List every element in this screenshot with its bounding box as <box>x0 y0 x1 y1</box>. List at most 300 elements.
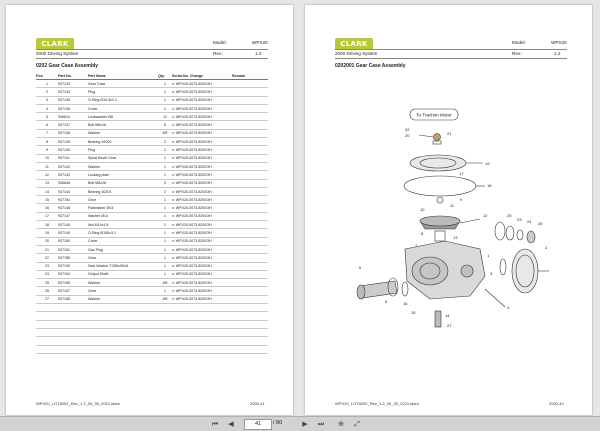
cell-part-name: Plug <box>88 146 158 154</box>
cell-part-name: Gear <box>88 196 158 204</box>
empty-cell <box>158 345 172 353</box>
cell-part-name: Plug <box>88 88 158 96</box>
empty-cell <box>88 312 158 320</box>
cell-remark <box>232 287 268 295</box>
cell-remark <box>232 171 268 179</box>
cell-part-name: O-Ring Ø150x3.1 <box>88 229 158 237</box>
cell-pos: 19 <box>36 229 58 237</box>
leader-line <box>460 219 480 223</box>
cell-remark <box>232 295 268 303</box>
cell-part-no: 937157 <box>58 287 88 295</box>
cell-serial: x: WPX20-0073-8292OH <box>172 254 232 262</box>
table-row <box>36 270 268 278</box>
cell-pos: 9 <box>36 146 58 154</box>
empty-cell <box>172 345 232 353</box>
clark-logo: CLARK <box>335 38 373 50</box>
table-row <box>36 196 268 204</box>
cell-serial: x: WPX20-0073-8292OH <box>172 279 232 287</box>
cell-qty: 3 <box>158 179 172 187</box>
empty-cell <box>158 312 172 320</box>
exploded-view-diagram <box>335 71 567 333</box>
table-row <box>36 104 268 112</box>
viewer-toolbar <box>0 416 600 431</box>
cell-qty: 1 <box>158 171 172 179</box>
callout-number: 15 <box>411 310 416 315</box>
cell-qty: 1 <box>158 204 172 212</box>
cell-qty: 1 <box>158 146 172 154</box>
seal-part <box>433 141 441 144</box>
cell-remark <box>232 221 268 229</box>
cell-qty: 6 <box>158 121 172 129</box>
cell-pos: 15 <box>36 196 58 204</box>
cell-part-no: 937139 <box>58 138 88 146</box>
table-header-row <box>36 72 268 80</box>
next-page-button[interactable] <box>300 419 310 429</box>
empty-table-row <box>36 328 268 336</box>
cell-part-name: Washer <box>88 162 158 170</box>
empty-cell <box>58 337 88 345</box>
cell-serial: x: WPX20-0073-8292OH <box>172 96 232 104</box>
cell-part-name: Gear <box>88 287 158 295</box>
page-total: / 80 <box>273 420 283 426</box>
empty-cell <box>232 304 268 312</box>
prev-page-icon: ◀ <box>228 420 234 428</box>
cell-qty: AR <box>158 129 172 137</box>
footer-page-number: 2000-42 <box>549 401 564 406</box>
table-row <box>36 237 268 245</box>
empty-cell <box>232 320 268 328</box>
cell-part-no: 937136 <box>58 104 88 112</box>
cell-part-no: 937140 <box>58 146 88 154</box>
cell-remark <box>232 138 268 146</box>
cell-pos: 26 <box>36 287 58 295</box>
washer-part <box>437 197 443 203</box>
cell-remark <box>232 262 268 270</box>
empty-table-row <box>36 345 268 353</box>
callout-number: 16 <box>403 301 408 306</box>
empty-cell <box>88 320 158 328</box>
cell-qty: 1 <box>158 270 172 278</box>
cell-pos: 13 <box>36 179 58 187</box>
cell-serial: x: WPX20-0073-8292OH <box>172 129 232 137</box>
empty-cell <box>58 328 88 336</box>
traction-motor-label: To Traction Motor <box>416 112 452 118</box>
bearing-part <box>435 231 445 241</box>
cell-qty: 1 <box>158 80 172 88</box>
cell-serial: x: WPX20-0073-8292OH <box>172 113 232 121</box>
empty-cell <box>58 320 88 328</box>
col-serial: Serial-No. Change <box>172 72 232 80</box>
cell-qty: 1 <box>158 88 172 96</box>
page-number-input[interactable]: 41 <box>244 419 272 430</box>
nut-part <box>517 230 523 240</box>
cell-qty: 1 <box>158 96 172 104</box>
empty-cell <box>232 312 268 320</box>
table-row <box>36 162 268 170</box>
cell-part-name: Lockwasher Ø6 <box>88 113 158 121</box>
empty-cell <box>158 320 172 328</box>
callout-number: 7 <box>415 243 418 248</box>
empty-cell <box>172 304 232 312</box>
cell-part-name: Gear <box>88 254 158 262</box>
cell-part-name: Gear Case <box>88 80 158 88</box>
empty-table-row <box>36 304 268 312</box>
cell-serial: x: WPX20-0073-8292OH <box>172 262 232 270</box>
cell-part-no: 937155 <box>58 279 88 287</box>
right-page <box>305 5 592 415</box>
table-row <box>36 138 268 146</box>
cell-pos: 4 <box>36 104 58 112</box>
cell-qty: AR <box>158 279 172 287</box>
cell-serial: x: WPX20-0073-8292OH <box>172 154 232 162</box>
cell-remark <box>232 88 268 96</box>
cell-serial: x: WPX20-0073-8292OH <box>172 221 232 229</box>
cell-remark <box>232 162 268 170</box>
cell-part-no: 937137 <box>58 121 88 129</box>
cell-serial: x: WPX20-0073-8292OH <box>172 237 232 245</box>
cell-serial: x: WPX20-0073-8292OH <box>172 138 232 146</box>
table-row <box>36 88 268 96</box>
callout-number: 27 <box>447 323 452 328</box>
empty-cell <box>58 345 88 353</box>
footer-filename: WPX20_LOT8292_Rev_1.2_09_30_2021.idam <box>335 401 419 406</box>
table-row <box>36 129 268 137</box>
gear-case-bore <box>412 257 448 285</box>
cell-pos: 8 <box>36 138 58 146</box>
cell-part-name: Nut M14x1.5 <box>88 221 158 229</box>
section-title: 0202001 Gear Case Assembly <box>335 63 406 69</box>
col-part-no: Part No. <box>58 72 88 80</box>
table-row <box>36 113 268 121</box>
cell-pos: 17 <box>36 212 58 220</box>
callout-number: 21 <box>447 131 452 136</box>
cell-serial: x: WPX20-0073-8292OH <box>172 196 232 204</box>
callout-number: 11 <box>450 203 455 208</box>
table-row <box>36 171 268 179</box>
washer-part <box>402 282 408 296</box>
col-pos: Pos. <box>36 72 58 80</box>
callout-number: 14 <box>445 313 450 318</box>
cell-part-name: Bearing 32009 <box>88 138 158 146</box>
cell-remark <box>232 254 268 262</box>
table-row <box>36 262 268 270</box>
cell-remark <box>232 146 268 154</box>
cell-part-no: 937134 <box>58 88 88 96</box>
leader-line <box>419 135 433 137</box>
cell-part-name: Seal Washer TC80x95x8 <box>88 262 158 270</box>
header-rule <box>36 49 268 50</box>
empty-cell <box>58 304 88 312</box>
cell-pos: 3 <box>36 96 58 104</box>
cell-part-name: Washer <box>88 129 158 137</box>
cell-part-no: 936610 <box>58 113 88 121</box>
rev-label: Rev.: <box>213 51 224 56</box>
cell-part-no: 937148 <box>58 221 88 229</box>
gear-case-boss <box>461 265 473 277</box>
cell-pos: 27 <box>36 295 58 303</box>
empty-cell <box>36 337 58 345</box>
cell-part-no: 937142 <box>58 162 88 170</box>
model-value: WPX20 <box>252 40 268 45</box>
table-row <box>36 279 268 287</box>
callout-number: 22 <box>405 127 410 132</box>
cell-remark <box>232 96 268 104</box>
o-ring-part <box>404 176 476 196</box>
cell-serial: x: WPX20-0073-8292OH <box>172 88 232 96</box>
o-ring-part <box>500 259 506 275</box>
cell-part-name: Bearing 30204 <box>88 187 158 195</box>
header-rule <box>335 58 567 59</box>
cell-remark <box>232 129 268 137</box>
empty-cell <box>36 345 58 353</box>
bolt-part <box>435 311 441 327</box>
bearing-part <box>495 222 505 240</box>
table-row <box>36 204 268 212</box>
cell-qty: 1 <box>158 162 172 170</box>
cell-pos: 22 <box>36 254 58 262</box>
cell-remark <box>232 229 268 237</box>
cell-remark <box>232 80 268 88</box>
clark-logo: CLARK <box>36 38 74 50</box>
cell-pos: 10 <box>36 154 58 162</box>
table-row <box>36 254 268 262</box>
cell-part-name: Flatwasher Ø14 <box>88 204 158 212</box>
cell-part-no: 937154 <box>58 270 88 278</box>
empty-cell <box>36 312 58 320</box>
cell-pos: 16 <box>36 204 58 212</box>
empty-cell <box>172 337 232 345</box>
cell-qty: 1 <box>158 104 172 112</box>
cell-serial: x: WPX20-0073-8292OH <box>172 121 232 129</box>
model-label: Model: <box>213 40 227 45</box>
cell-serial: x: WPX20-0073-8292OH <box>172 204 232 212</box>
callout-number: 23 <box>517 217 522 222</box>
cell-serial: x: WPX20-0073-8292OH <box>172 179 232 187</box>
system-title: 2000 Driving System <box>36 51 79 56</box>
cell-serial: x: WPX20-0073-8292OH <box>172 229 232 237</box>
cell-pos: 2 <box>36 88 58 96</box>
cell-part-no: 937785 <box>58 254 88 262</box>
cell-qty: 1 <box>158 229 172 237</box>
empty-cell <box>36 328 58 336</box>
cell-remark <box>232 212 268 220</box>
cell-serial: x: WPX20-0073-8292OH <box>172 104 232 112</box>
system-title: 2000 Driving System <box>335 51 378 56</box>
table-row <box>36 121 268 129</box>
cell-remark <box>232 121 268 129</box>
cell-part-no: 937150 <box>58 237 88 245</box>
header-rule <box>36 58 268 59</box>
cell-part-no: 936848 <box>58 179 88 187</box>
cell-pos: 21 <box>36 245 58 253</box>
cell-part-no: 937146 <box>58 204 88 212</box>
table-row <box>36 229 268 237</box>
cell-remark <box>232 237 268 245</box>
cell-part-no: 937153 <box>58 262 88 270</box>
cell-qty: 1 <box>158 212 172 220</box>
empty-cell <box>36 320 58 328</box>
first-page-button[interactable] <box>210 419 220 429</box>
prev-page-button[interactable] <box>226 419 236 429</box>
cell-part-no: 937143 <box>58 171 88 179</box>
section-title: 0202 Gear Case Assembly <box>36 63 99 69</box>
footer-filename: WPX20_LOT8292_Rev_1.2_09_30_2021.idam <box>36 401 120 406</box>
cell-pos: 1 <box>36 80 58 88</box>
empty-cell <box>172 312 232 320</box>
cell-serial: x: WPX20-0073-8292OH <box>172 270 232 278</box>
last-page-button[interactable] <box>316 419 326 429</box>
callout-number: 12 <box>483 213 488 218</box>
cell-pos: 20 <box>36 237 58 245</box>
cell-pos: 14 <box>36 187 58 195</box>
empty-cell <box>172 320 232 328</box>
col-part-name: Part Name <box>88 72 158 80</box>
cell-part-name: Gas Plug <box>88 245 158 253</box>
cell-part-name: Spiral Bevel Gear <box>88 154 158 162</box>
table-row <box>36 96 268 104</box>
callout-number: 17 <box>459 171 464 176</box>
cell-part-no: 937151 <box>58 245 88 253</box>
rev-value: 1.2 <box>255 51 262 56</box>
callout-number: 8 <box>421 231 424 236</box>
empty-cell <box>88 345 158 353</box>
washer-part <box>506 226 514 240</box>
cell-qty: 1 <box>158 262 172 270</box>
callout-number: 6 <box>385 299 388 304</box>
cell-part-name: Cover <box>88 237 158 245</box>
cell-qty: 1 <box>158 237 172 245</box>
leader-line <box>485 289 505 307</box>
footer-page-number: 2000-41 <box>250 401 265 406</box>
callout-number: 24 <box>527 219 532 224</box>
cell-remark <box>232 196 268 204</box>
cell-remark <box>232 113 268 121</box>
cell-pos: 6 <box>36 121 58 129</box>
callout-number: 2 <box>545 245 548 250</box>
cell-pos: 5 <box>36 113 58 121</box>
cell-serial: x: WPX20-0073-8292OH <box>172 295 232 303</box>
table-row <box>36 287 268 295</box>
cell-serial: x: WPX20-0073-8292OH <box>172 146 232 154</box>
cell-serial: x: WPX20-0073-8292OH <box>172 287 232 295</box>
cell-part-name: Locking plate <box>88 171 158 179</box>
callout-number: 3 <box>490 271 493 276</box>
cell-remark <box>232 187 268 195</box>
empty-cell <box>58 312 88 320</box>
cell-part-no: 937158 <box>58 295 88 303</box>
callout-number: 19 <box>485 161 490 166</box>
cell-part-no: 937784 <box>58 196 88 204</box>
cell-qty: 2 <box>158 138 172 146</box>
cell-qty: 1 <box>158 287 172 295</box>
cell-serial: x: WPX20-0073-8292OH <box>172 171 232 179</box>
fit-icon: ⤢ <box>354 420 360 428</box>
cell-part-no: 937141 <box>58 154 88 162</box>
cell-part-no: 937133 <box>58 80 88 88</box>
fit-page-button[interactable] <box>352 419 362 429</box>
cell-qty: 1 <box>158 221 172 229</box>
cell-part-name: Washer <box>88 279 158 287</box>
empty-cell <box>36 304 58 312</box>
table-row <box>36 245 268 253</box>
cell-qty: AR <box>158 295 172 303</box>
cell-pos: 11 <box>36 162 58 170</box>
shaft-flange <box>357 285 365 299</box>
cell-part-name: Washer Ø14 <box>88 212 158 220</box>
empty-cell <box>88 304 158 312</box>
parts-table <box>36 72 268 354</box>
cell-pos: 23 <box>36 262 58 270</box>
cell-remark <box>232 179 268 187</box>
empty-cell <box>232 345 268 353</box>
table-row <box>36 187 268 195</box>
table-row <box>36 221 268 229</box>
cell-serial: x: WPX20-0073-8292OH <box>172 80 232 88</box>
cell-pos: 7 <box>36 129 58 137</box>
left-page <box>6 5 293 415</box>
cell-qty: 2 <box>158 187 172 195</box>
cell-remark <box>232 104 268 112</box>
cell-part-no: 937149 <box>58 229 88 237</box>
next-page-icon: ▶ <box>302 420 308 428</box>
empty-cell <box>158 337 172 345</box>
cell-remark <box>232 279 268 287</box>
cell-serial: x: WPX20-0073-8292OH <box>172 187 232 195</box>
table-row <box>36 179 268 187</box>
rev-value: 1.2 <box>554 51 561 56</box>
empty-table-row <box>36 312 268 320</box>
cell-serial: x: WPX20-0073-8292OH <box>172 212 232 220</box>
zoom-icon: ⊕ <box>338 420 344 428</box>
cell-qty: 1 <box>158 245 172 253</box>
table-row <box>36 212 268 220</box>
cell-qty: 1 <box>158 254 172 262</box>
zoom-button[interactable] <box>336 419 346 429</box>
cell-part-name: O-Ring Ø10.5x2.1 <box>88 96 158 104</box>
callout-number: 10 <box>420 207 425 212</box>
gas-plug-part <box>434 134 441 141</box>
cell-qty: 1 <box>158 154 172 162</box>
cell-part-name: Bolt M8x28 <box>88 179 158 187</box>
cell-part-name: Output Shaft <box>88 270 158 278</box>
empty-table-row <box>36 320 268 328</box>
callout-number: 26 <box>538 221 543 226</box>
last-page-icon: ⏭ <box>317 420 325 428</box>
cell-part-no: 937135 <box>58 96 88 104</box>
col-qty: Qty. <box>158 72 172 80</box>
empty-cell <box>232 328 268 336</box>
callout-number: 1 <box>487 253 490 258</box>
first-page-icon: ⏮ <box>211 420 219 428</box>
cover-part <box>410 155 466 171</box>
cell-part-name: Cover <box>88 104 158 112</box>
cell-part-name: Washer <box>88 295 158 303</box>
rev-label: Rev.: <box>512 51 523 56</box>
cell-remark <box>232 204 268 212</box>
cell-qty: 1 <box>158 196 172 204</box>
cell-part-name: Bolt M6x16 <box>88 121 158 129</box>
table-row <box>36 154 268 162</box>
callout-number: 13 <box>453 235 458 240</box>
callout-number: 9 <box>460 197 463 202</box>
cell-qty: 12 <box>158 113 172 121</box>
cell-pos: 18 <box>36 221 58 229</box>
callout-number: 20 <box>405 133 410 138</box>
cell-part-no: 937144 <box>58 187 88 195</box>
cell-part-no: 937138 <box>58 129 88 137</box>
callout-number: 18 <box>487 183 492 188</box>
cell-serial: x: WPX20-0073-8292OH <box>172 245 232 253</box>
